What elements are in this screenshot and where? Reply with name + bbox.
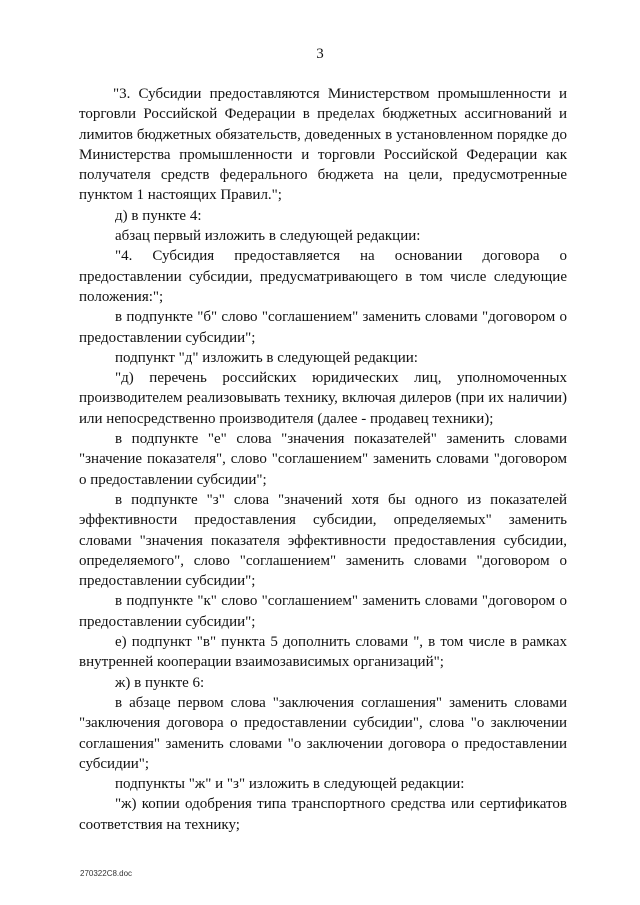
page-number: 3 (316, 46, 324, 62)
paragraph-6: подпункт "д" изложить в следующей редакции: (115, 349, 418, 366)
paragraph-7: "д) перечень российских юридических лиц, уполномоченных производителем реализовывать технику, включая дилеров (при их наличии) или непосредственно производителя (далее - продавец техники); (79, 370, 567, 427)
document-body (79, 84, 567, 835)
paragraph-10: в подпункте "к" слово "соглашением" заменить словами "договором о предоставлении субсидии"; (79, 593, 567, 630)
paragraph-14: подпункты "ж" и "з" изложить в следующей редакции: (115, 776, 465, 793)
paragraph-3: абзац первый изложить в следующей редакции: (115, 228, 421, 245)
paragraph-15: "ж) копии одобрения типа транспортного средства или сертификатов соответствия на технику; (79, 796, 567, 833)
footer-file-code: 270322C8.doc (80, 869, 133, 878)
paragraph-13: в абзаце первом слова "заключения соглашения" заменить словами "заключения договора о предоставлении субсидии", слова "о заключении соглашения" заменить словами "о заключении договора о предоставлении субсидии"; (79, 694, 567, 772)
paragraph-8: в подпункте "е" слова "значения показателей" заменить словами "значение показателя", слово "соглашением" заменить словами "договором о предоставлении субсидии"; (79, 431, 567, 488)
paragraph-4: "4. Субсидия предоставляется на основании договора о предоставлении субсидии, предусматривающего в том числе следующие положения:"; (79, 248, 567, 305)
paragraph-2: д) в пункте 4: (115, 207, 202, 224)
paragraph-5: в подпункте "б" слово "соглашением" заменить словами "договором о предоставлении субсидии"; (79, 309, 567, 346)
paragraph-12: ж) в пункте 6: (115, 674, 205, 691)
paragraph-9: в подпункте "з" слова "значений хотя бы одного из показателей эффективности предоставления субсидии, определяемых" заменить словами "значения показателя эффективности предоставления субсидии, определяемого", слово "соглашением" заменить словами "договором о предоставлении субсидии"; (79, 491, 567, 590)
paragraph-11: е) подпункт "в" пункта 5 дополнить словами ", в том числе в рамках внутренней кооперации взаимозависимых организаций"; (79, 634, 567, 671)
paragraph-1: "3. Субсидии предоставляются Министерством промышленности и торговли Российской Федерации в пределах бюджетных ассигнований и лимитов бюджетных обязательств, доведенных в установленном порядке до Министерства промышленности и торговли Российской Федерации как получателя средств федерального бюджета на цели, предусмотренные пунктом 1 настоящих Правил."; (79, 86, 567, 204)
